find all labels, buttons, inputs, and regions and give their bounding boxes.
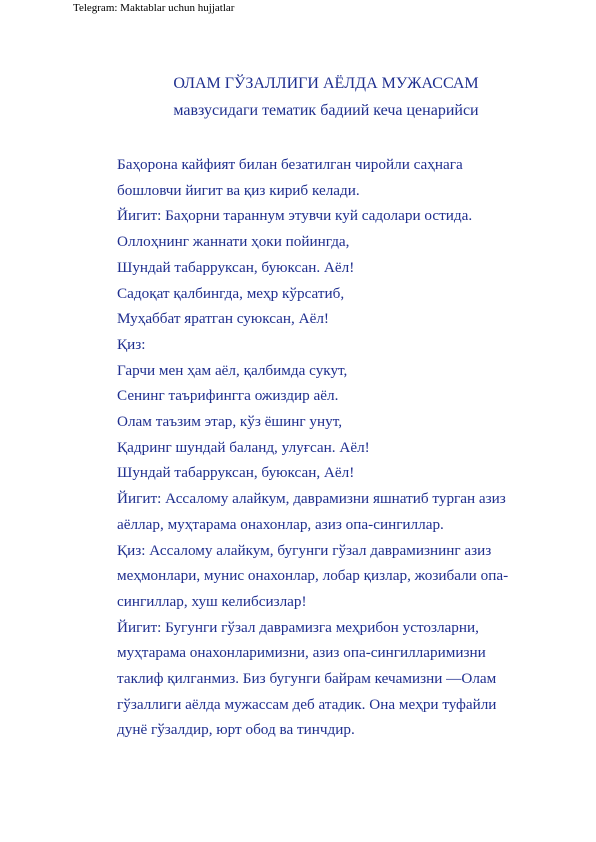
body-line: муҳтарама онахонларимизни, азиз опа-сингилларимизни — [117, 644, 486, 662]
body-line: Муҳаббат яратган суюксан, Аёл! — [117, 310, 329, 328]
body-line: Йигит: Ассалому алайкум, даврамизни яшнатиб турган азиз — [117, 490, 506, 508]
body-line: Гарчи мен ҳам аёл, қалбимда сукут, — [117, 361, 348, 379]
body-line: бошловчи йигит ва қиз кириб келади. — [117, 181, 360, 199]
body-line: аёллар, муҳтарама онахонлар, азиз опа-сингиллар. — [117, 515, 444, 533]
body-line: Оллоҳнинг жаннати ҳоки пойингда, — [117, 233, 350, 251]
document-title: ОЛАМ ГЎЗАЛЛИГИ АЁЛДА МУЖАССАМ — [173, 75, 479, 92]
header-note: Telegram: Maktablar uchun hujjatlar — [73, 2, 235, 14]
body-line: Йигит: Баҳорни тараннум этувчи куй садолари остида. — [117, 207, 473, 225]
body-line: Шундай табарруксан, буюксан. Аёл! — [117, 258, 355, 276]
body-line: Садоқат қалбингда, меҳр кўрсатиб, — [117, 284, 345, 302]
body-line: таклиф қилганмиз. Биз бугунги байрам кечамизни —Олам — [117, 670, 497, 688]
document-title-block — [0, 70, 596, 124]
document-subtitle: мавзусидаги тематик бадиий кеча ценарийси — [173, 102, 479, 119]
body-line: дунё гўзалдир, юрт обод ва тинчдир. — [117, 721, 355, 739]
body-line: Қиз: Ассалому алайкум, бугунги гўзал даврамизнинг азиз — [117, 541, 492, 559]
body-line: гўзаллиги аёлда мужассам деб атадик. Она меҳри туфайли — [117, 695, 497, 713]
body-line: Шундай табарруксан, буюксан, Аёл! — [117, 464, 355, 482]
body-line: Олам таъзим этар, кўз ёшинг унут, — [117, 413, 343, 431]
document-body — [117, 152, 577, 743]
body-line: Сенинг таърифингга ожиздир аёл. — [117, 387, 339, 405]
body-line: Қадринг шундай баланд, улуғсан. Аёл! — [117, 438, 370, 456]
body-line: меҳмонлари, мунис онахонлар, лобар қизлар, жозибали опа- — [117, 567, 509, 585]
body-line: Йигит: Бугунги гўзал даврамизга меҳрибон устозларни, — [117, 618, 479, 636]
body-line: сингиллар, хуш келибсизлар! — [117, 592, 307, 610]
body-line: Баҳорона кайфият билан безатилган чиройли саҳнага — [117, 156, 463, 173]
body-line: Қиз: — [117, 335, 146, 353]
